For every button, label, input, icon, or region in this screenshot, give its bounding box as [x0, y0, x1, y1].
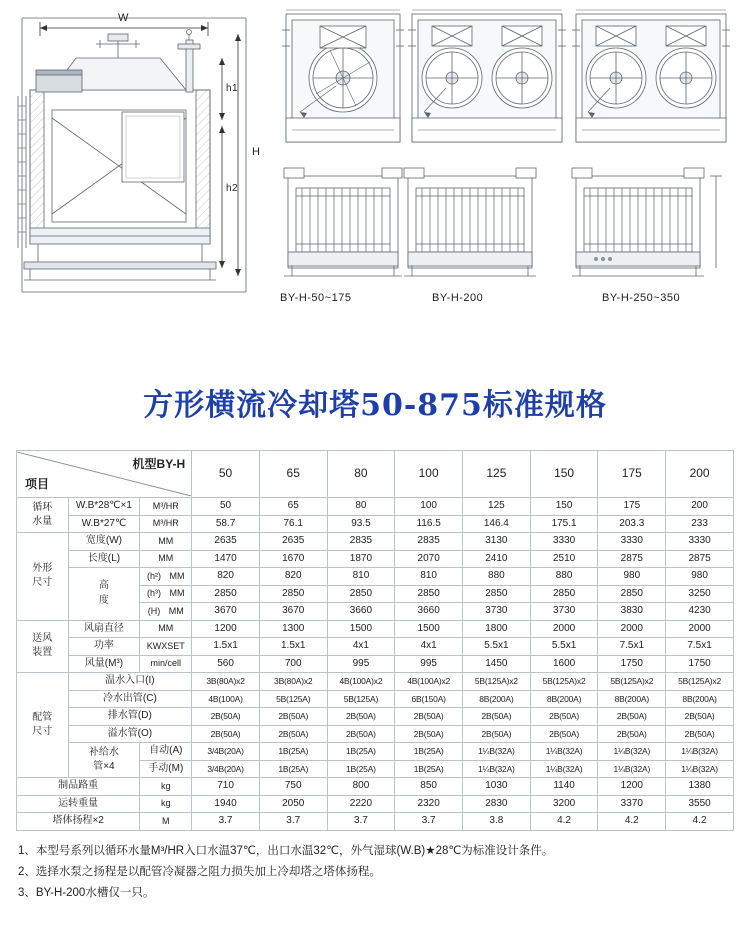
- cell: 2850: [327, 585, 395, 603]
- row-unit: M: [140, 813, 192, 831]
- row-unit: MM: [140, 620, 192, 638]
- cell: 100: [395, 498, 463, 516]
- cell: 2830: [463, 795, 531, 813]
- row-label: 溢水管(O): [68, 725, 192, 743]
- cell: 1¼B(32A): [530, 743, 598, 761]
- cell: 4B(100A): [192, 690, 260, 708]
- cell: 116.5: [395, 515, 463, 533]
- table-row: [17, 515, 734, 533]
- cell: 2B(50A): [530, 725, 598, 743]
- cell: 3660: [395, 603, 463, 621]
- cell: 2835: [327, 533, 395, 551]
- cell: 1¼B(32A): [530, 760, 598, 778]
- cell: 2050: [259, 795, 327, 813]
- height-unit-mm: MM: [169, 570, 185, 581]
- cell: 50: [192, 498, 260, 516]
- model-col-125: 125: [463, 451, 531, 498]
- cell: 2B(50A): [666, 708, 734, 726]
- technical-drawing-svg: [0, 0, 750, 330]
- cell: 995: [395, 655, 463, 673]
- cell: 980: [666, 568, 734, 586]
- cell: 750: [259, 778, 327, 796]
- cell: 2850: [598, 585, 666, 603]
- row-unit: min/cell: [140, 655, 192, 673]
- table-row: [17, 813, 734, 831]
- cell: 3.7: [327, 813, 395, 831]
- cell: 2000: [666, 620, 734, 638]
- cell: 4B(100A)x2: [395, 673, 463, 691]
- table-row: [17, 550, 734, 568]
- cell: 3130: [463, 533, 531, 551]
- cell: 1750: [666, 655, 734, 673]
- height-unit-mm: MM: [168, 605, 184, 616]
- cell: 8B(200A): [598, 690, 666, 708]
- drawing-caption-1: BY-H-50~175: [280, 292, 352, 304]
- cell: 1¼B(32A): [666, 760, 734, 778]
- row-label: 塔体扬程×2: [17, 813, 140, 831]
- cell: 1670: [259, 550, 327, 568]
- cell: 2B(50A): [598, 708, 666, 726]
- table-row: [17, 743, 734, 761]
- row-label: 风量(M³): [68, 655, 140, 673]
- cell: 1¼B(32A): [463, 760, 531, 778]
- note-1: 1、本型号系列以循环水量M³/HR入口水温37℃，出口水温32℃，外气湿球(W.B)★28℃为标准设计条件。: [18, 844, 554, 857]
- cell: 5.5x1: [530, 638, 598, 656]
- cell: 1500: [327, 620, 395, 638]
- table-row: [17, 795, 734, 813]
- cell: 1800: [463, 620, 531, 638]
- cell: 150: [530, 498, 598, 516]
- cell: 80: [327, 498, 395, 516]
- row-label: 宽度(W): [68, 533, 140, 551]
- cell: 203.3: [598, 515, 666, 533]
- cell: 5B(125A): [259, 690, 327, 708]
- cell: 1200: [598, 778, 666, 796]
- cell: 3670: [259, 603, 327, 621]
- cell: 1030: [463, 778, 531, 796]
- cell: 1380: [666, 778, 734, 796]
- cell: 3.8: [463, 813, 531, 831]
- group-label-dimensions: 外形 尺寸: [17, 533, 69, 621]
- cell: 1B(25A): [395, 743, 463, 761]
- table-row: [17, 725, 734, 743]
- cell: 2B(50A): [192, 725, 260, 743]
- cell: 4B(100A)x2: [327, 673, 395, 691]
- cell: 58.7: [192, 515, 260, 533]
- cell: 880: [530, 568, 598, 586]
- cell: 2635: [259, 533, 327, 551]
- cell: 2B(50A): [327, 708, 395, 726]
- row-label: 运转重量: [17, 795, 140, 813]
- cell: 2850: [192, 585, 260, 603]
- cell: 2850: [259, 585, 327, 603]
- cell: 3200: [530, 795, 598, 813]
- cell: 2000: [530, 620, 598, 638]
- cell: 146.4: [463, 515, 531, 533]
- group-label-piping: 配管 尺寸: [17, 673, 69, 778]
- cell: 8B(200A): [463, 690, 531, 708]
- cell: 560: [192, 655, 260, 673]
- cell: 3330: [530, 533, 598, 551]
- cell: 3/4B(20A): [192, 743, 260, 761]
- row-label: 排水管(D): [68, 708, 192, 726]
- cell: 1600: [530, 655, 598, 673]
- row-label: 功率: [68, 638, 140, 656]
- dim-label-h1: h1: [226, 83, 239, 94]
- cell: 2320: [395, 795, 463, 813]
- cell: 2635: [192, 533, 260, 551]
- cell: 2000: [598, 620, 666, 638]
- cell: 1B(25A): [395, 760, 463, 778]
- cell: 200: [666, 498, 734, 516]
- cell: 65: [259, 498, 327, 516]
- note-2: 2、选择水泵之扬程是以配管冷凝器之阻力损失加上冷却塔之塔体扬程。: [18, 865, 381, 878]
- cell: 2510: [530, 550, 598, 568]
- cell: 1¼B(32A): [666, 743, 734, 761]
- row-label: W.B*28℃×1: [68, 498, 140, 516]
- technical-drawing-area: [0, 0, 750, 330]
- cell: 1¼B(32A): [598, 743, 666, 761]
- subgroup-label-makeup-water: 补给水 管×4: [68, 743, 140, 778]
- table-row: [17, 690, 734, 708]
- height-sub-label-h2: (h²): [147, 570, 162, 581]
- table-header-row: [17, 451, 734, 498]
- table-row: [17, 673, 734, 691]
- model-col-65: 65: [259, 451, 327, 498]
- cell: 2070: [395, 550, 463, 568]
- dim-label-h2: h2: [226, 183, 239, 194]
- height-sub-label-H: (H): [147, 605, 161, 616]
- cell: 2B(50A): [463, 725, 531, 743]
- cell: 1B(25A): [259, 760, 327, 778]
- cell: 2B(50A): [530, 708, 598, 726]
- cell: 1450: [463, 655, 531, 673]
- cell: 175: [598, 498, 666, 516]
- cell: 7.5x1: [666, 638, 734, 656]
- row-label: 长度(L): [68, 550, 140, 568]
- cell: 5B(125A)x2: [666, 673, 734, 691]
- row-label: [140, 568, 192, 586]
- cell: 2410: [463, 550, 531, 568]
- row-label: 自动(A): [140, 743, 192, 761]
- model-col-150: 150: [530, 451, 598, 498]
- cell: 3.7: [192, 813, 260, 831]
- row-unit: KWXSET: [140, 638, 192, 656]
- subgroup-label-height: 高 度: [68, 568, 140, 621]
- table-row: [17, 620, 734, 638]
- height-sub-label-h3: (h³): [147, 588, 162, 599]
- dim-label-h: H: [252, 146, 261, 158]
- cell: 8B(200A): [530, 690, 598, 708]
- row-unit: kg: [140, 795, 192, 813]
- cell: 810: [327, 568, 395, 586]
- cell: 3/4B(20A): [192, 760, 260, 778]
- cell: 2B(50A): [259, 725, 327, 743]
- row-unit: MM: [140, 533, 192, 551]
- row-label: 风扇直径: [68, 620, 140, 638]
- page-title: 方形横流冷却塔50-875标准规格: [143, 388, 607, 423]
- model-col-50: 50: [192, 451, 260, 498]
- cell: 2875: [666, 550, 734, 568]
- cell: 1B(25A): [327, 743, 395, 761]
- cell: 850: [395, 778, 463, 796]
- group-label-circulating-water: 循环 水量: [17, 498, 69, 533]
- cell: 1¼B(32A): [598, 760, 666, 778]
- cell: 1470: [192, 550, 260, 568]
- cell: 3.7: [259, 813, 327, 831]
- table-row: [17, 655, 734, 673]
- group-label-air-supply: 送风 装置: [17, 620, 69, 673]
- cell: 2B(50A): [395, 708, 463, 726]
- cell: 1750: [598, 655, 666, 673]
- cell: 7.5x1: [598, 638, 666, 656]
- row-unit: M³/HR: [140, 515, 192, 533]
- row-label: 手动(M): [140, 760, 192, 778]
- cell: 3.7: [395, 813, 463, 831]
- cell: 6B(150A): [395, 690, 463, 708]
- cell: 8B(200A): [666, 690, 734, 708]
- cell: 233: [666, 515, 734, 533]
- cell: 2875: [598, 550, 666, 568]
- header-item-label: 项目: [25, 476, 50, 491]
- cell: 1300: [259, 620, 327, 638]
- cell: 1870: [327, 550, 395, 568]
- cell: 5B(125A)x2: [598, 673, 666, 691]
- cell: 4.2: [666, 813, 734, 831]
- cell: 3730: [463, 603, 531, 621]
- cell: 810: [395, 568, 463, 586]
- table-row: [17, 568, 734, 586]
- cell: 1940: [192, 795, 260, 813]
- cell: 800: [327, 778, 395, 796]
- cell: 995: [327, 655, 395, 673]
- cell: 1140: [530, 778, 598, 796]
- drawing-caption-3: BY-H-250~350: [602, 292, 681, 304]
- cell: 76.1: [259, 515, 327, 533]
- row-unit: MM: [140, 550, 192, 568]
- table-row: [17, 533, 734, 551]
- cell: 2850: [395, 585, 463, 603]
- cell: 710: [192, 778, 260, 796]
- cell: 125: [463, 498, 531, 516]
- cell: 2850: [463, 585, 531, 603]
- row-unit: M³/HR: [140, 498, 192, 516]
- cell: 3830: [598, 603, 666, 621]
- cell: 2B(50A): [395, 725, 463, 743]
- cell: 3B(80A)x2: [259, 673, 327, 691]
- row-label: 制品路重: [17, 778, 140, 796]
- cell: 1500: [395, 620, 463, 638]
- cell: 5.5x1: [463, 638, 531, 656]
- cell: 3370: [598, 795, 666, 813]
- model-col-100: 100: [395, 451, 463, 498]
- dim-label-w: W: [118, 12, 129, 24]
- cell: 820: [192, 568, 260, 586]
- row-label: 冷水出管(C): [68, 690, 192, 708]
- height-unit-mm: MM: [169, 588, 185, 599]
- header-diagonal-cell: [17, 451, 192, 498]
- table-row: [17, 498, 734, 516]
- cell: 3250: [666, 585, 734, 603]
- model-col-200: 200: [666, 451, 734, 498]
- cell: 5B(125A)x2: [530, 673, 598, 691]
- cell: 880: [463, 568, 531, 586]
- spec-table: [16, 450, 734, 831]
- cell: 2B(50A): [192, 708, 260, 726]
- row-label: [140, 585, 192, 603]
- cell: 3330: [666, 533, 734, 551]
- cell: 3660: [327, 603, 395, 621]
- note-3: 3、BY-H-200水槽仅一只。: [18, 887, 155, 900]
- table-row: [17, 638, 734, 656]
- model-col-80: 80: [327, 451, 395, 498]
- cell: 980: [598, 568, 666, 586]
- cell: 4x1: [395, 638, 463, 656]
- model-col-175: 175: [598, 451, 666, 498]
- cell: 4.2: [598, 813, 666, 831]
- cell: 2850: [530, 585, 598, 603]
- cell: 4x1: [327, 638, 395, 656]
- cell: 3330: [598, 533, 666, 551]
- cell: 175.1: [530, 515, 598, 533]
- cell: 3670: [192, 603, 260, 621]
- notes-block: [0, 831, 750, 905]
- cell: 1.5x1: [259, 638, 327, 656]
- cell: 3B(80A)x2: [192, 673, 260, 691]
- row-label: [140, 603, 192, 621]
- cell: 2B(50A): [259, 708, 327, 726]
- cell: 1¼B(32A): [463, 743, 531, 761]
- cell: 2B(50A): [463, 708, 531, 726]
- table-row: [17, 708, 734, 726]
- cell: 2B(50A): [666, 725, 734, 743]
- cell: 2835: [395, 533, 463, 551]
- cell: 1B(25A): [259, 743, 327, 761]
- cell: 2220: [327, 795, 395, 813]
- row-unit: kg: [140, 778, 192, 796]
- cell: 700: [259, 655, 327, 673]
- cell: 4.2: [530, 813, 598, 831]
- row-label: 温水入口(I): [68, 673, 192, 691]
- header-model-label: 机型BY-H: [132, 457, 186, 471]
- cell: 4230: [666, 603, 734, 621]
- row-label: W.B*27℃: [68, 515, 140, 533]
- cell: 2B(50A): [598, 725, 666, 743]
- table-row: [17, 778, 734, 796]
- cell: 3550: [666, 795, 734, 813]
- cell: 5B(125A): [327, 690, 395, 708]
- cell: 1B(25A): [327, 760, 395, 778]
- cell: 820: [259, 568, 327, 586]
- cell: 1.5x1: [192, 638, 260, 656]
- cell: 5B(125A)x2: [463, 673, 531, 691]
- cell: 2B(50A): [327, 725, 395, 743]
- drawing-caption-2: BY-H-200: [432, 292, 484, 304]
- cell: 3730: [530, 603, 598, 621]
- cell: 93.5: [327, 515, 395, 533]
- cell: 1200: [192, 620, 260, 638]
